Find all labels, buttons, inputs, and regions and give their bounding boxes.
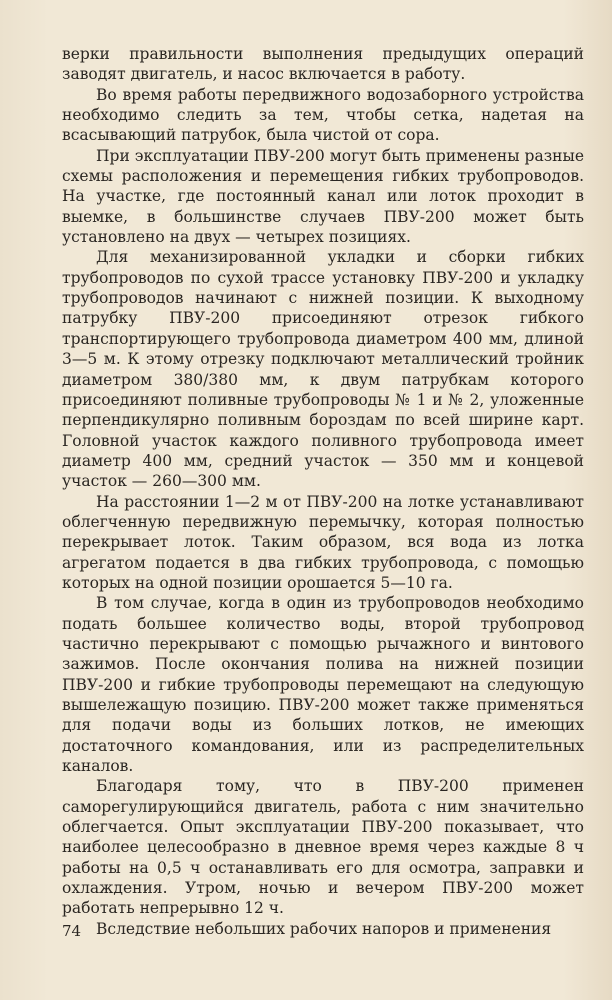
body-text xyxy=(62,44,584,939)
paragraph-2: Во время работы передвижного водозаборного устройства необходимо следить за тем, чтобы сетка, надетая на всасывающий патрубок, была чистой от сора. xyxy=(62,85,584,145)
paragraph-4: Для механизированной укладки и сборки гибких трубопроводов по сухой трассе установку ПВУ-200 и укладку трубопроводов начинают с нижней позиции. К выходному патрубку ПВУ-200 присоединяют отрезок гибкого транспортирующего трубопровода диаметром 400 мм, длиной 3—5 м. К этому отрезку подключают металлический тройник диаметром 380/380 мм, к двум патрубкам которого присоединяют поливные трубопроводы № 1 и № 2, уложенные перпендикулярно поливным бороздам по всей ширине карт. Головной участок каждого поливного трубопровода имеет диаметр 400 мм, средний участок — 350 мм и концевой участок — 260—300 мм. xyxy=(62,248,584,491)
paragraph-7: Благодаря тому, что в ПВУ-200 применен саморегулирующийся двигатель, работа с ним значительно облегчается. Опыт эксплуатации ПВУ-200 показывает, что наиболее целесообразно в дневное время через каждые 8 ч работы на 0,5 ч останавливать его для осмотра, заправки и охлаждения. Утром, ночью и вечером ПВУ-200 может работать непрерывно 12 ч. xyxy=(62,777,584,918)
paragraph-5: На расстоянии 1—2 м от ПВУ-200 на лотке устанавливают облегченную передвижную перемычку, которая полностью перекрывает лоток. Таким образом, вся вода из лотка агрегатом подается в два гибких трубопровода, с помощью которых на одной позиции орошается 5—10 га. xyxy=(62,492,584,592)
paragraph-8: Вследствие небольших рабочих напоров и применения xyxy=(96,919,552,938)
paragraph-3: При эксплуатации ПВУ-200 могут быть применены разные схемы расположения и перемещения гибких трубопроводов. На участке, где постоянный канал или лоток проходит в выемке, в большинстве случаев ПВУ-200 может быть установлено на двух — четырех позициях. xyxy=(62,146,584,247)
paragraph-1: верки правильности выполнения предыдущих операций заводят двигатель, и насос включается в работу. xyxy=(62,45,584,84)
page-number: 74 xyxy=(62,922,82,940)
paragraph-6: В том случае, когда в один из трубопроводов необходимо подать большее количество воды, второй трубопровод частично перекрывают с помощью рычажного и винтового зажимов. После окончания полива на нижней позиции ПВУ-200 и гибкие трубопроводы перемещают на следующую вышележащую позицию. ПВУ-200 может также применяться для подачи воды из больших лотков, не имеющих достаточного командования, или из распределительных каналов. xyxy=(62,594,584,776)
